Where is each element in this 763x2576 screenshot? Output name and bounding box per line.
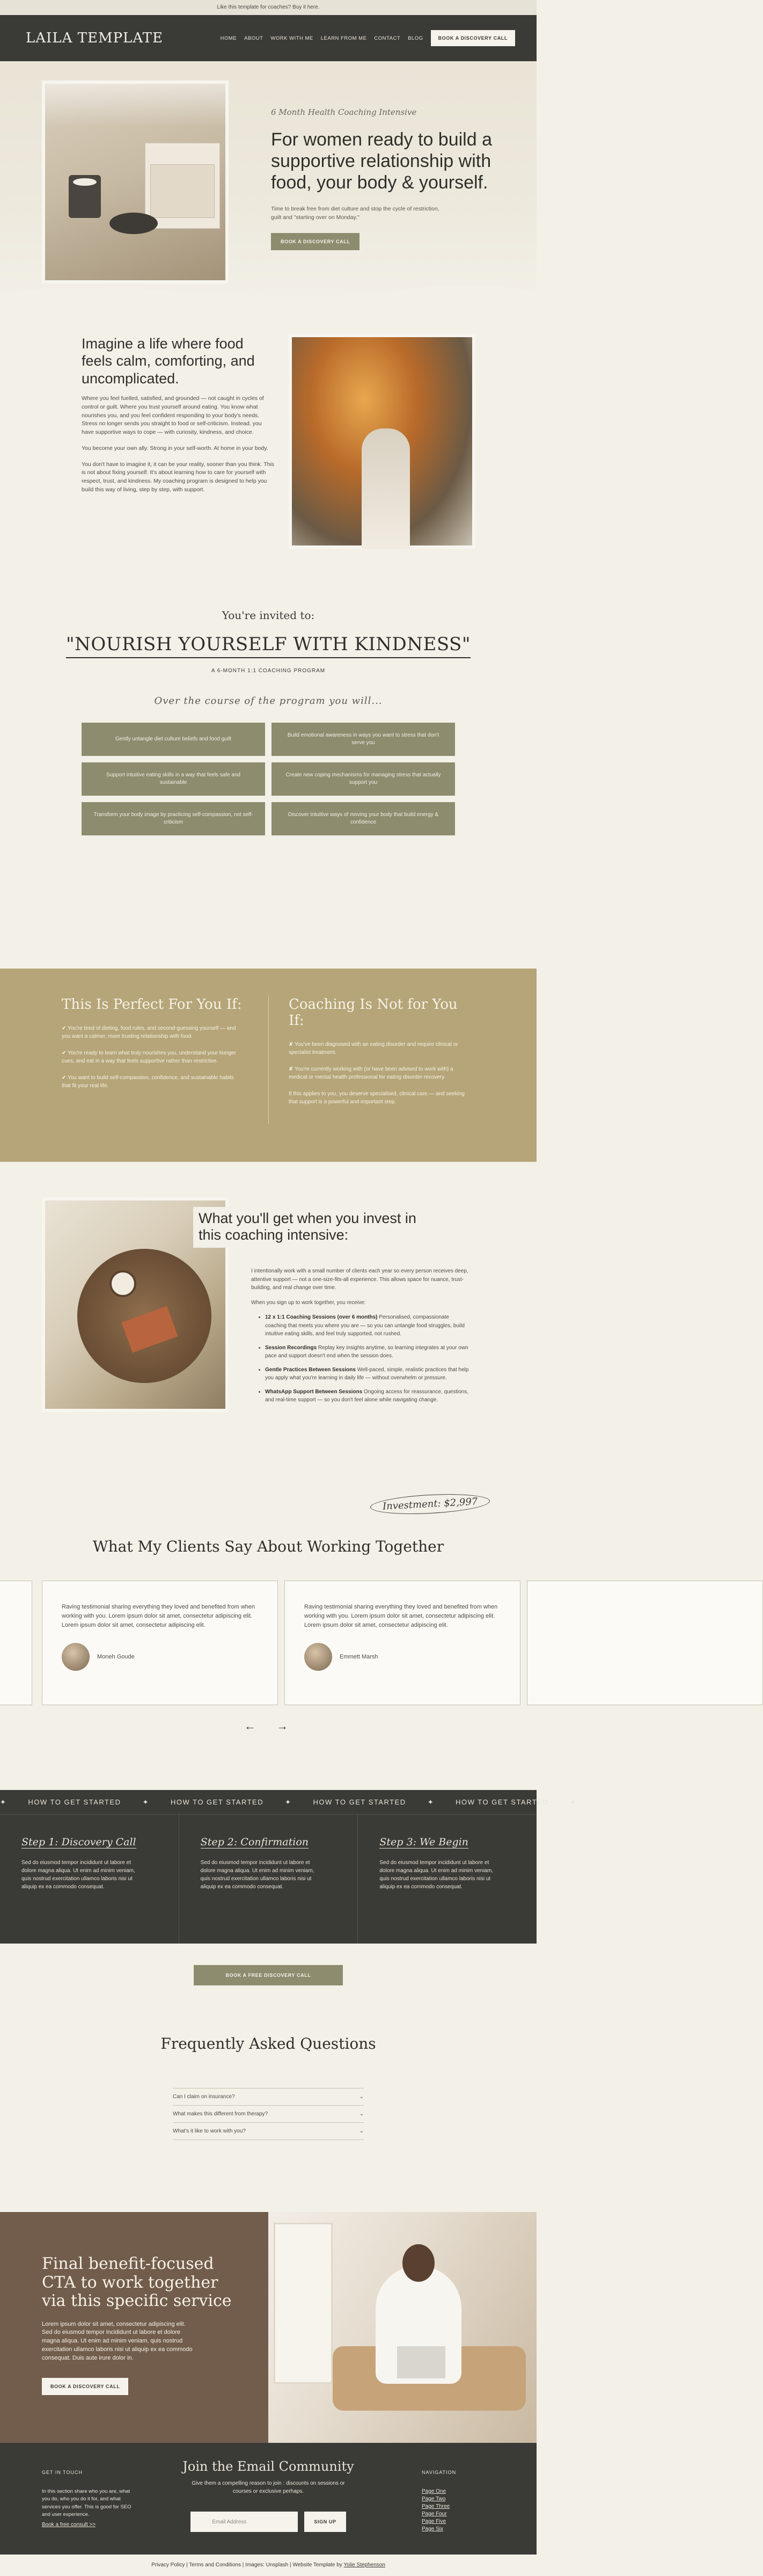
footer-nav-link[interactable]: Page Three (422, 2504, 450, 2509)
template-author-link[interactable]: Yolie Stephenson (343, 2562, 385, 2568)
faq-list (173, 2088, 364, 2140)
final-cta-text (0, 2212, 268, 2443)
course-intro: Over the course of the program you will... (154, 695, 383, 707)
step-card (179, 1815, 358, 1944)
carousel-arrows (244, 1719, 288, 1733)
testimonial-card-partial (0, 1581, 32, 1705)
ticker-item: HOW TO GET STARTED (456, 1798, 549, 1806)
copyright-text: Privacy Policy | Terms and Conditions | Images: Unsplash | Website Template by (151, 2562, 344, 2568)
main-nav (221, 30, 515, 46)
faq-title: Frequently Asked Questions (160, 2035, 376, 2053)
nav-home[interactable]: HOME (220, 35, 237, 41)
intensive-section (0, 1162, 537, 1538)
ticker-item: ✦ (142, 1798, 149, 1806)
arrow-right-icon[interactable]: → (276, 1719, 288, 1733)
not-for-you-column (289, 996, 471, 1115)
testimonials-section (0, 1538, 537, 1790)
testimonial-quote: Raving testimonial sharing everything they loved and benefited from when working with you. Lorem ipsum dolor sit amet, consectetur adipiscing elit. Lorem ipsum dolor sit amet, consectetur adipiscing elit. (62, 1604, 255, 1629)
investment-price: Investment: $2,997 (370, 1491, 490, 1517)
testimonial-card-partial (527, 1581, 763, 1705)
hero-wave-divider (0, 271, 537, 309)
goal-box: Create new coping mechanisms for managing stress that actually support you (272, 762, 455, 796)
footer-nav-link[interactable]: Page Six (422, 2526, 444, 2532)
footer-nav-link[interactable]: Page Two (422, 2496, 446, 2502)
top-announcement-bar[interactable]: Like this template for coaches? Buy it here. (0, 0, 537, 15)
email-form (182, 2512, 354, 2532)
copyright-bar (0, 2555, 537, 2576)
nav-blog[interactable]: BLOG (408, 35, 423, 41)
invited-subtitle: You're invited to: (222, 609, 315, 622)
free-discovery-call-button[interactable]: BOOK A FREE DISCOVERY CALL (194, 1965, 343, 1985)
testimonial-quote: Raving testimonial sharing everything they loved and benefited from when working with you. Lorem ipsum dolor sit amet, consectetur adipiscing elit. Lorem ipsum dolor sit amet, consectetur adipiscing elit. (304, 1604, 498, 1629)
testimonials-title: What My Clients Say About Working Together (92, 1538, 444, 1555)
ticker-item: ✦ (570, 1798, 577, 1806)
hero-kicker: 6 Month Health Coaching Intensive (271, 107, 417, 117)
final-cta-paragraph: Lorem ipsum dolor sit amet, consectetur adipiscing elit. Sed do eiusmod tempor incididunt ut labore et dolore magna aliqua. Ut enim ad minim veniam, quis nostrud exercitation ullamco laboris nisi ut aliquip ex ea commodo consequat. Duis aute irure dolor in. (42, 2320, 193, 2362)
nav-about[interactable]: ABOUT (244, 35, 263, 41)
footer-navigation (422, 2470, 456, 2533)
faq-section (0, 2008, 537, 2212)
hero-text (271, 107, 496, 250)
footer-touch-heading: GET IN TOUCH (42, 2470, 83, 2475)
final-cta-photo (268, 2212, 537, 2443)
nav-contact[interactable]: CONTACT (374, 35, 401, 41)
invited-section (0, 609, 537, 825)
inclusion-item: • Gentle Practices Between Sessions Well-paced, simple, realistic practices that help you apply what you're learning in daily life — without overwhelm or pressure. (265, 1366, 470, 1382)
intensive-paragraph-2: When you sign up to work together, you receive: (251, 1299, 366, 1306)
faq-item[interactable]: Can I claim on insurance? ⌄ (173, 2088, 364, 2106)
step-title: Step 2: Confirmation (200, 1836, 309, 1848)
step-card (358, 1815, 537, 1944)
hero-discovery-call-button[interactable]: BOOK A DISCOVERY CALL (271, 233, 360, 250)
site-header (0, 15, 537, 61)
footer-nav-heading: NAVIGATION (422, 2470, 457, 2475)
footer-nav-link[interactable]: Page Four (422, 2511, 447, 2517)
footer-nav-link[interactable]: Page Five (422, 2519, 446, 2524)
perfect-for-you-column (62, 996, 244, 1098)
testimonial-card (42, 1581, 278, 1705)
fit-section (0, 969, 537, 1162)
chevron-down-icon: ⌄ (359, 2111, 364, 2117)
imagine-text (82, 335, 275, 494)
nav-learn-from-me[interactable]: LEARN FROM ME (320, 35, 367, 41)
ticker-item: HOW TO GET STARTED (170, 1798, 264, 1806)
not-for-item: ✘ You're currently working with (or have been advised to work with) a medical or mental health professional for eating disorder recovery. (289, 1066, 453, 1080)
footer-nav-link[interactable]: Page One (422, 2488, 446, 2494)
intensive-paragraph-1: I intentionally work with a small number of clients each year so every person receives deep, attentive support — not a one-size-fits-all experience. This allows space for nuance, trust-building, and real change over time. (251, 1268, 468, 1291)
testimonial-name: Emmett Marsh (340, 1654, 378, 1661)
signup-button[interactable]: SIGN UP (304, 2512, 346, 2532)
perfect-item: ✔ You're tired of dieting, food rules, and second-guessing yourself — and you want a calmer, more trusting relationship with food. (62, 1025, 236, 1039)
inclusion-item: • Session Recordings Replay key insights anytime, so learning integrates at your own pace and support doesn't end when the session does. (265, 1344, 470, 1360)
step-title: Step 3: We Begin (379, 1836, 468, 1848)
final-discovery-call-button[interactable]: BOOK A DISCOVERY CALL (42, 2378, 128, 2395)
step-text: Sed do eiusmod tempor incididunt ut labore et dolore magna aliqua. Ut enim ad minim veniam, quis nostrud exercitation ullamco laboris nisi ut aliquip ex ea commodo consequat. (200, 1860, 314, 1890)
fit-divider (268, 995, 269, 1124)
email-community-text: Give them a compelling reason to join : discounts on sessions or courses or exclusive perhaps. (192, 2480, 345, 2494)
header-discovery-call-button[interactable]: BOOK A DISCOVERY CALL (431, 30, 515, 46)
goal-box: Build emotional awareness in ways you want to stress that don't serve you (272, 723, 455, 756)
ticker-item: HOW TO GET STARTED (28, 1798, 121, 1806)
steps-cta-row (0, 1944, 537, 2008)
not-for-item: ✘ You've been diagnosed with an eating disorder and require clinical or specialist treatment. (289, 1042, 458, 1056)
site-footer (0, 2443, 537, 2555)
hero-subtitle: Time to break free from diet culture and stop the cycle of restriction, guilt and "starting over on Monday." (271, 206, 439, 221)
goal-box: Gently untangle diet culture beliefs and food guilt (82, 723, 265, 756)
step-text: Sed do eiusmod tempor incididunt ut labore et dolore magna aliqua. Ut enim ad minim veniam, quis nostrud exercitation ullamco laboris nisi ut aliquip ex ea commodo consequat. (21, 1860, 135, 1890)
intensive-title: What you'll get when you invest in this coaching intensive: (193, 1207, 440, 1248)
testimonial-name: Moneh Goude (97, 1654, 135, 1661)
ticker-item: HOW TO GET STARTED (313, 1798, 406, 1806)
get-started-ticker (0, 1790, 577, 1815)
not-for-item: If this applies to you, you deserve specialised, clinical care — and seeking that support is a powerful and important step. (289, 1091, 465, 1105)
goal-box: Transform your body image by practicing self-compassion, not self-criticism (82, 802, 265, 835)
imagine-paragraph-1: Where you feel fuelled, satisfied, and grounded — not caught in cycles of control or guilt. Where you trust yourself around eating. You know what nourishes you, and you feel confident responding to your body's needs. Stress no longer sends you straight to food or self-criticism. Instead, you have supportive ways to cope — with curiosity, kindness, and choice. (82, 395, 264, 436)
footer-get-in-touch (42, 2470, 138, 2528)
program-goals-grid (82, 723, 455, 835)
goal-box: Support intuitive eating skills in a way that feels safe and sustainable (82, 762, 265, 796)
inclusion-item: • WhatsApp Support Between Sessions Ongoing access for reassurance, questions, and real-time support — so you don't feel alone while navigating change. (265, 1388, 470, 1405)
avatar (62, 1643, 90, 1671)
perfect-item: ✔ You want to build self-compassion, confidence, and sustainable habits that fit your real life. (62, 1075, 234, 1089)
final-cta-title: Final benefit-focused CTA to work together via this specific service (42, 2254, 232, 2310)
program-title-text: "NOURISH YOURSELF WITH KINDNESS" (66, 634, 471, 658)
program-title (0, 634, 537, 655)
imagine-paragraph-3: You don't have to imagine it, it can be your reality, sooner than you think. This is not about fixing yourself. It's about learning how to care for yourself with respect, trust, and kindness. My coaching program is designed to help you build this way of living, step by step, with support. (82, 461, 275, 493)
step-text: Sed do eiusmod tempor incididunt ut labore et dolore magna aliqua. Ut enim ad minim veniam, quis nostrud exercitation ullamco laboris nisi ut aliquip ex ea commodo consequat. (379, 1860, 494, 1890)
arrow-left-icon[interactable]: ← (244, 1719, 256, 1733)
not-for-you-title: Coaching Is Not for You If: (289, 996, 458, 1029)
footer-touch-text: In this section share who you are, what you do, who you do it for, and what services you offer. This is good for SEO and user experience. (42, 2488, 131, 2517)
inclusions-list (251, 1313, 470, 1405)
goal-box: Discover intuitive ways of moving your body that build energy & confidence (272, 802, 455, 835)
perfect-item: ✔ You're ready to learn what truly nourishes you, understand your hunger cues, and eat in a way that feels supportive rather than restrictive. (62, 1050, 236, 1064)
email-input[interactable]: Email Address (190, 2512, 298, 2532)
step-card (0, 1815, 179, 1944)
perfect-for-you-title: This Is Perfect For You If: (62, 996, 242, 1013)
intensive-body (251, 1267, 470, 1410)
hero-section (0, 61, 537, 308)
avatar (304, 1643, 332, 1671)
inclusion-item: • 12 x 1:1 Coaching Sessions (over 6 months) Personalised, compassionate coaching that meets you where you are — so you can untangle food struggles, build intuitive eating skills, and feel truly supported, not rushed. (265, 1313, 470, 1338)
ticker-item: ✦ (427, 1798, 435, 1806)
steps-row (0, 1815, 537, 1944)
site-logo[interactable]: LAILA TEMPLATE (26, 30, 163, 46)
testimonial-card (284, 1581, 520, 1705)
imagine-photo (289, 334, 475, 549)
faq-item[interactable]: What makes this different from therapy? ⌄ (173, 2106, 364, 2123)
imagine-title: Imagine a life where food feels calm, comforting, and uncomplicated. (82, 336, 255, 387)
footer-consult-link[interactable]: Book a free consult >> (42, 2522, 96, 2528)
nav-work-with-me[interactable]: WORK WITH ME (270, 35, 313, 41)
faq-item[interactable]: What's it like to work with you? ⌄ (173, 2123, 364, 2140)
chevron-down-icon: ⌄ (359, 2128, 364, 2134)
email-community-title: Join the Email Community (182, 2459, 354, 2474)
imagine-section (0, 308, 537, 609)
hero-title: For women ready to build a supportive relationship with food, your body & yourself. (271, 129, 492, 193)
step-title: Step 1: Discovery Call (21, 1836, 136, 1848)
imagine-paragraph-2: You become your own ally. Strong in your self-worth. At home in your body. (82, 445, 268, 452)
hero-photo (42, 81, 229, 283)
chevron-down-icon: ⌄ (359, 2094, 364, 2100)
ticker-item: ✦ (285, 1798, 292, 1806)
final-cta-section (0, 2212, 537, 2443)
footer-email-signup (182, 2459, 354, 2532)
ticker-item: ✦ (0, 1798, 7, 1806)
program-type: A 6-MONTH 1:1 COACHING PROGRAM (211, 668, 326, 674)
